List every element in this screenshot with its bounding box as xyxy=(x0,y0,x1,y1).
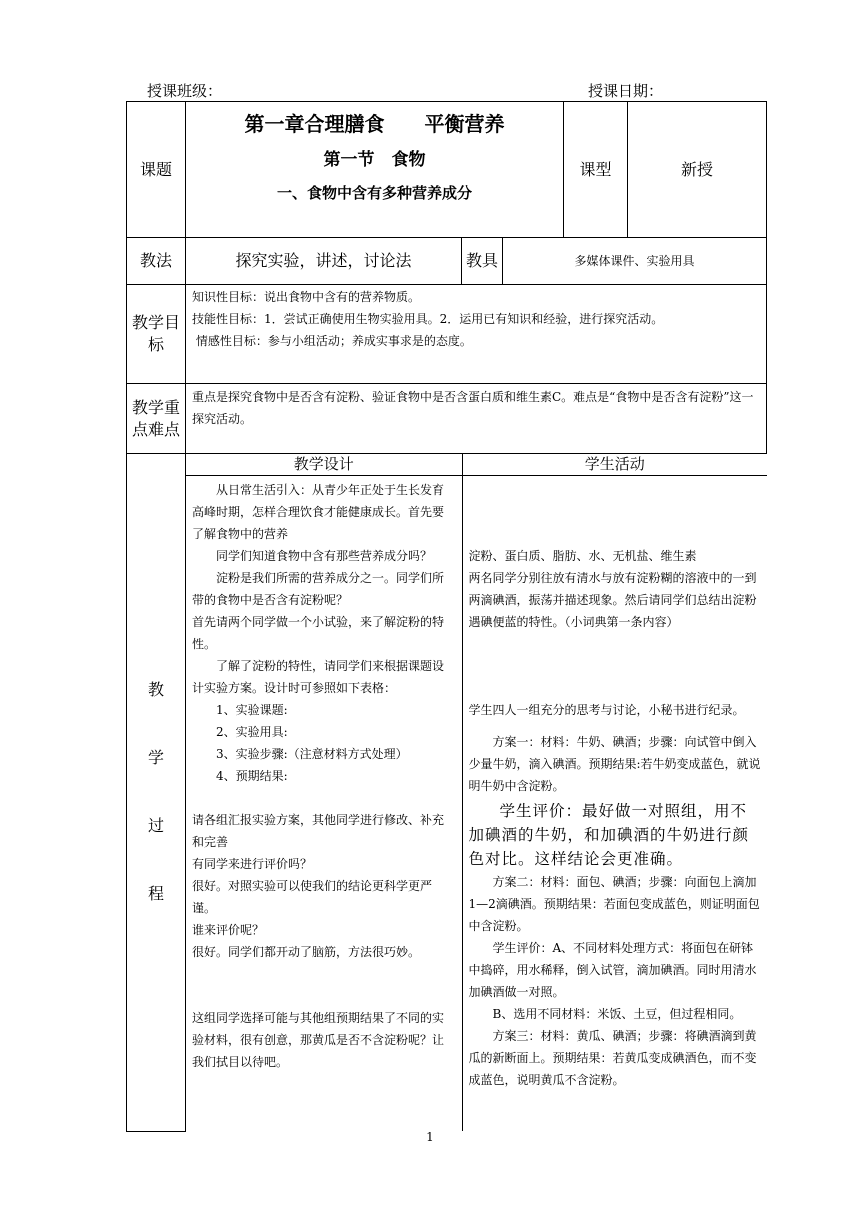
activity-a9: 方案三：材料：黄瓜、碘酒；步骤：将碘酒滴到黄瓜的新断面上。预期结果：若黄瓜变成碘酒色，而不变成蓝色，说明黄瓜不含淀粉。 xyxy=(468,1028,757,1087)
activity-a6: 方案二：材料：面包、碘酒；步骤：向面包上滴加1—2滴碘酒。预期结果：若面包变成蓝色，则证明面包中含淀粉。 xyxy=(468,874,760,933)
activity-column xyxy=(462,475,767,1131)
class-label: 授课班级： xyxy=(147,82,223,100)
key-label: 教学重点难点 xyxy=(127,384,186,454)
process-char-1: 教 xyxy=(147,680,164,700)
design-p6: 请各组汇报实验方案，其他同学进行修改、补充和完善 xyxy=(192,812,445,849)
process-char-4: 程 xyxy=(147,884,164,904)
activity-a8: B、选用不同材料：米饭、土豆，但过程相同。 xyxy=(492,1006,742,1021)
tools-value: 多媒体课件、实验用具 xyxy=(503,238,767,285)
design-p2: 同学们知道食物中含有那些营养成分吗？ xyxy=(216,548,433,563)
chapter-title: 第一章合理膳食 平衡营养 xyxy=(244,112,505,136)
design-p5: 了解了淀粉的特性，请同学们来根据课题设计实验方案。设计时可参照如下表格： xyxy=(192,658,445,695)
key-text: 重点是探究食物中是否含有淀粉、验证食物中是否含蛋白质和维生素C。难点是“食物中是否含有淀粉”这一探究活动。 xyxy=(192,390,754,426)
design-list-4: 4、预期结果: xyxy=(216,768,288,783)
activity-header: 学生活动 xyxy=(462,454,767,475)
activity-a5: 学生评价：最好做一对照组，用不加碘酒的牛奶，和加碘酒的牛奶进行颜色对比。这样结论会更准确。 xyxy=(468,801,750,868)
process-content xyxy=(186,454,767,1132)
activity-a2: 两名同学分别往放有清水与放有淀粉糊的溶液中的一到两滴碘酒，振荡并描述现象。然后请同学们总结出淀粉遇碘便蓝的特性。（小词典第一条内容） xyxy=(468,570,757,629)
design-header: 教学设计 xyxy=(186,454,462,475)
type-value: 新授 xyxy=(628,102,767,238)
activity-a4: 方案一：材料：牛奶、碘酒；步骤：向试管中倒入少量牛奶，滴入碘酒。预期结果:若牛奶变成蓝色，就说明牛奶中含淀粉。 xyxy=(468,734,761,793)
design-p9: 谁来评价呢？ xyxy=(192,922,265,937)
topic-row xyxy=(127,102,767,238)
activity-a7: 学生评价：A、不同材料处理方式：将面包在研钵中捣碎，用水稀释，倒入试管，滴加碘酒。同时用清水加碘酒做一对照。 xyxy=(468,940,757,999)
section-title: 第一节 食物 xyxy=(323,150,426,170)
design-p7: 有同学来进行评价吗？ xyxy=(192,856,313,871)
design-p10: 很好。同学们都开动了脑筋，方法很巧妙。 xyxy=(192,944,421,959)
design-p3: 淀粉是我们所需的营养成分之一。同学们所带的食物中是否含有淀粉呢？ xyxy=(192,570,445,607)
lesson-plan-table xyxy=(126,101,767,1132)
activity-a3: 学生四人一组充分的思考与讨论，小秘书进行纪录。 xyxy=(468,702,745,717)
process-char-3: 过 xyxy=(147,816,164,836)
activity-a1: 淀粉、蛋白质、脂肪、水、无机盐、维生素 xyxy=(468,548,697,563)
design-p1: 从日常生活引入：从青少年正处于生长发育高峰时期，怎样合理饮食才能健康成长。首先要了解食物中的营养 xyxy=(192,482,445,541)
subsection-title: 一、食物中含有多种营养成分 xyxy=(276,184,472,202)
method-row xyxy=(127,238,767,285)
method-value: 探究实验，讲述，讨论法 xyxy=(186,238,462,285)
goal-knowledge: 知识性目标：说出食物中含有的营养物质。 xyxy=(192,290,421,304)
key-cell xyxy=(186,384,767,454)
key-row xyxy=(127,384,767,454)
topic-cell xyxy=(186,102,564,238)
design-list-2: 2、实验用具: xyxy=(216,724,288,739)
process-label xyxy=(127,454,186,1132)
type-label: 课型 xyxy=(564,102,628,238)
tools-label: 教具 xyxy=(462,238,503,285)
goals-cell xyxy=(186,285,767,384)
goals-label: 教学目标 xyxy=(127,285,186,384)
design-p8: 很好。对照实验可以使我们的结论更科学更严谨。 xyxy=(192,878,433,915)
design-column xyxy=(186,475,462,1131)
process-char-2: 学 xyxy=(147,748,164,768)
method-label: 教法 xyxy=(127,238,186,285)
goal-skill: 技能性目标：1．尝试正确使用生物实验用具。2．运用已有知识和经验，进行探究活动。 xyxy=(192,312,664,326)
topic-label: 课题 xyxy=(127,102,186,238)
design-list-1: 1、实验课题: xyxy=(216,702,288,717)
date-label: 授课日期： xyxy=(588,82,664,100)
goal-emotion: 情感性目标：参与小组活动；养成实事求是的态度。 xyxy=(192,334,472,348)
page-number: 1 xyxy=(426,1130,434,1144)
design-p4: 首先请两个同学做一个小试验，来了解淀粉的特性。 xyxy=(192,614,445,651)
design-p11: 这组同学选择可能与其他组预期结果了不同的实验材料，很有创意，那黄瓜是否不含淀粉呢？让我们拭目以待吧。 xyxy=(192,1010,445,1069)
process-row xyxy=(127,454,767,1132)
design-list-3: 3、实验步骤:（注意材料方式处理） xyxy=(216,746,408,761)
goals-row xyxy=(127,285,767,384)
